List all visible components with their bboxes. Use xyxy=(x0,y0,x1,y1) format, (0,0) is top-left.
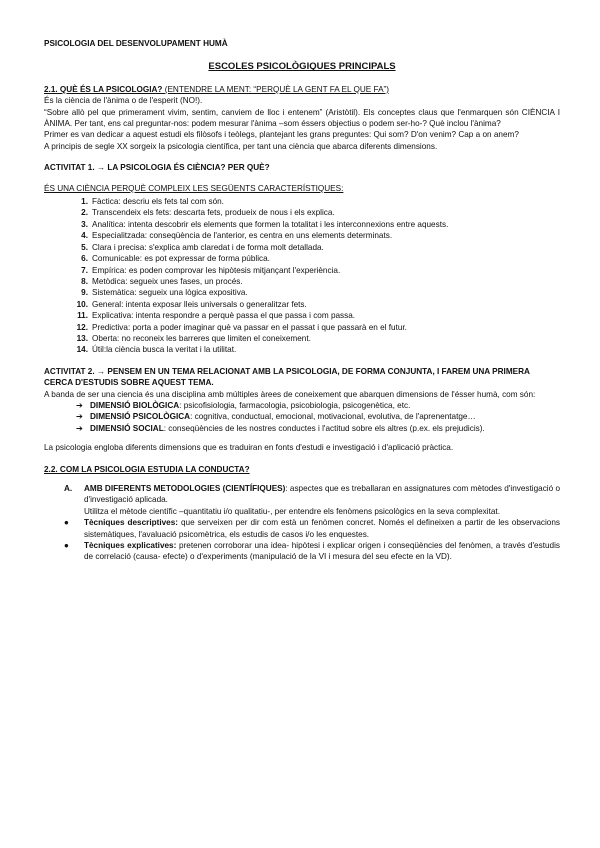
s21-paragraph-1: És la ciència de l'ànima o de l'esperit (NO!). xyxy=(44,96,203,106)
characteristic-text: General: intenta exposar lleis universals o generalitzar fets. xyxy=(92,299,307,309)
dimension-label: DIMENSIÓ PSICOLÒGICA xyxy=(90,412,191,422)
characteristic-number: 5. xyxy=(81,242,88,252)
characteristic-item xyxy=(76,322,560,333)
characteristic-item xyxy=(81,196,560,207)
characteristic-text: Analítica: intenta descobrir els elements que formen la totalitat i les interconnexions entre aquests. xyxy=(92,219,449,229)
characteristic-number: 14. xyxy=(76,345,88,355)
characteristic-text: Transcendeix els fets: descarta fets, produeix de nous i els explica. xyxy=(92,208,335,218)
method-a-text: : aspectes que es treballaran en assignatures com mètodes d'investigació o d'investigació aplicada. xyxy=(84,484,560,505)
characteristic-number: 9. xyxy=(81,288,88,298)
characteristic-text: Empírica: es poden comprovar les hipòtesis mitjançant l'experiència. xyxy=(92,265,341,275)
characteristic-item xyxy=(76,299,560,310)
characteristic-text: Explicativa: intenta respondre a perquè passa el que passa i com passa. xyxy=(92,311,356,321)
characteristic-item xyxy=(77,310,560,321)
bullet-explicative-text: pretenen corroborar una idea- hipòtesi i explicar origen i conseqüències del fenòmen, a través d'estudis de correlació (causa- efecte) o d'experiments (manipulació de la VI i mesura del seu efecte en la VD). xyxy=(84,541,560,562)
document-title: PSICOLOGIA DEL DESENVOLUPAMENT HUMÀ xyxy=(44,39,228,48)
characteristic-item xyxy=(81,253,560,264)
bullet-explicative xyxy=(44,540,560,563)
characteristic-text: Oberta: no reconeix les barreres que limiten el coneixement. xyxy=(92,333,311,343)
dimension-text: : cognitiva, conductual, emocional, motivacional, evolutiva, de l'aprenentatge… xyxy=(190,412,476,422)
bullet-descriptive-bold: Tècniques descriptives: xyxy=(84,518,178,528)
characteristic-number: 1. xyxy=(81,197,88,207)
dimension-item xyxy=(76,411,560,422)
characteristic-text: Útil:la ciència busca la veritat i la utilitat. xyxy=(92,345,237,355)
activity-1-heading: ACTIVITAT 1. → LA PSICOLOGIA ÉS CIÈNCIA? PER QUÈ? xyxy=(44,163,270,173)
arrow-icon: ➔ xyxy=(76,412,83,422)
bullet-icon: ● xyxy=(64,518,69,528)
bullet-explicative-bold: Tècniques explicatives: xyxy=(84,541,177,551)
characteristic-item xyxy=(76,344,560,355)
characteristic-number: 13. xyxy=(76,333,88,343)
method-a-marker: A. xyxy=(64,484,73,493)
characteristic-number: 12. xyxy=(76,322,88,332)
dimension-text: : conseqüències de les nostres conductes i l'actitud sobre els altres (p.ex. els prejudicis). xyxy=(163,423,485,433)
characteristic-number: 10. xyxy=(76,299,88,309)
s21-heading-bold: 2.1. QUÈ ÉS LA PSICOLOGIA? xyxy=(44,84,163,94)
activity-2-outro: La psicologia engloba diferents dimensions que es traduiran en fonts d'estudi e investigació i d'aplicació pràctica. xyxy=(44,443,454,453)
method-a-text-2: Utilitza el mètode científic –quantitatiu i/o qualitatiu-, per entendre els fenòmens psicològics en la seva complexitat. xyxy=(84,506,500,516)
bullet-icon: ● xyxy=(64,541,69,551)
characteristic-item xyxy=(81,276,560,287)
characteristic-item xyxy=(81,219,560,230)
characteristic-number: 6. xyxy=(81,254,88,264)
dimensions-list xyxy=(44,400,560,434)
arrow-icon: ➔ xyxy=(76,400,83,410)
characteristic-text: Metòdica: segueix unes fases, un procés. xyxy=(92,276,243,286)
activity-2-heading: ACTIVITAT 2. → PENSEM EN UN TEMA RELACIONAT AMB LA PSICOLOGIA, DE FORMA CONJUNTA, I FAREM UNA PRIMERA CERCA D'ESTUDIS SOBRE AQUEST TEMA. xyxy=(44,366,530,388)
dimension-label: DIMENSIÓ SOCIAL xyxy=(90,423,164,433)
characteristic-item xyxy=(76,333,560,344)
characteristic-text: Clara i precisa: s'explica amb claredat i de forma molt detallada. xyxy=(92,242,324,252)
activity-2-intro: A banda de ser una ciencia és una disciplina amb múltiples àrees de coneixement que abarquen dimensions de l'ésser humà, com són: xyxy=(44,389,536,399)
s21-paragraph-3: Primer es van dedicar a aquest estudi els filòsofs i teòlegs, plantejant les grans preguntes: Qui som? D'on venim? Cap a on anem? xyxy=(44,130,519,140)
method-a xyxy=(44,483,560,506)
characteristic-text: Comunicable: es pot expressar de forma pública. xyxy=(92,254,270,264)
method-a-bold: AMB DIFERENTS METODOLOGIES (CIENTÍFIQUES) xyxy=(84,484,286,493)
arrow-icon: ➔ xyxy=(76,423,83,433)
dimension-item xyxy=(76,400,560,411)
s21-heading-rest: (ENTENDRE LA MENT: “PERQUÈ LA GENT FA EL QUE FA”) xyxy=(162,84,390,94)
activity-1-subheading: ÉS UNA CIÈNCIA PERQUÈ COMPLEIX LES SEGÜENTS CARACTERÍSTIQUES: xyxy=(44,183,344,193)
document-page xyxy=(44,38,560,563)
characteristic-number: 2. xyxy=(81,208,88,218)
characteristic-item xyxy=(81,230,560,241)
dimension-text: : psicofisiologia, farmacologia, psicobiologia, psicogenètica, etc. xyxy=(179,400,411,410)
dimension-item xyxy=(76,423,560,434)
s21-paragraph-4: A principis de segle XX sorgeix la psicologia científica, per tant una ciència que abarca diferents dimensions. xyxy=(44,141,438,151)
s21-paragraph-2: “Sobre allò pel que primerament vivim, sentim, canviem de lloc i entenem” (Aristòtil). Els conceptes claus que l'enmarquen són CIÈNCIA I ÀNIMA. Per tant, ens cal preguntar-nos: podem mesurar l'ànima –som éssers objectius o podem ser-ho-? Què inclou l'ànima? xyxy=(44,107,560,129)
dimension-label: DIMENSIÓ BIOLÒGICA xyxy=(90,400,180,410)
characteristic-number: 4. xyxy=(81,231,88,241)
characteristic-text: Especialitzada: conseqüència de l'anterior, es centra en uns elements determinats. xyxy=(92,231,393,241)
characteristic-item xyxy=(81,265,560,276)
characteristic-text: Sistemàtica: segueix una lògica expositiva. xyxy=(92,288,248,298)
characteristic-item xyxy=(81,287,560,298)
bullet-descriptive-text: que serveixen per dir com està un fenòmen concret. Només el defineixen a partir de les observacions sistemàtiques, l'avaluació psicomètrica, els estudis de casos i/o les enquestes. xyxy=(84,518,561,539)
characteristic-number: 7. xyxy=(81,265,88,275)
characteristic-number: 3. xyxy=(81,219,88,229)
characteristic-text: Predictiva: porta a poder imaginar què va passar en el passat i que passarà en el futur. xyxy=(92,322,407,332)
characteristic-number: 8. xyxy=(81,276,88,286)
characteristic-item xyxy=(81,242,560,253)
characteristic-text: Fàctica: descriu els fets tal com són. xyxy=(92,197,224,207)
bullet-descriptive xyxy=(44,517,560,540)
characteristic-item xyxy=(81,207,560,218)
characteristic-number: 11. xyxy=(77,311,88,321)
s21-heading xyxy=(44,84,560,95)
s22-heading: 2.2. COM LA PSICOLOGIA ESTUDIA LA CONDUCTA? xyxy=(44,464,250,474)
characteristics-list xyxy=(44,196,560,356)
section-title: ESCOLES PSICOLÒGIQUES PRINCIPALS xyxy=(208,61,396,73)
